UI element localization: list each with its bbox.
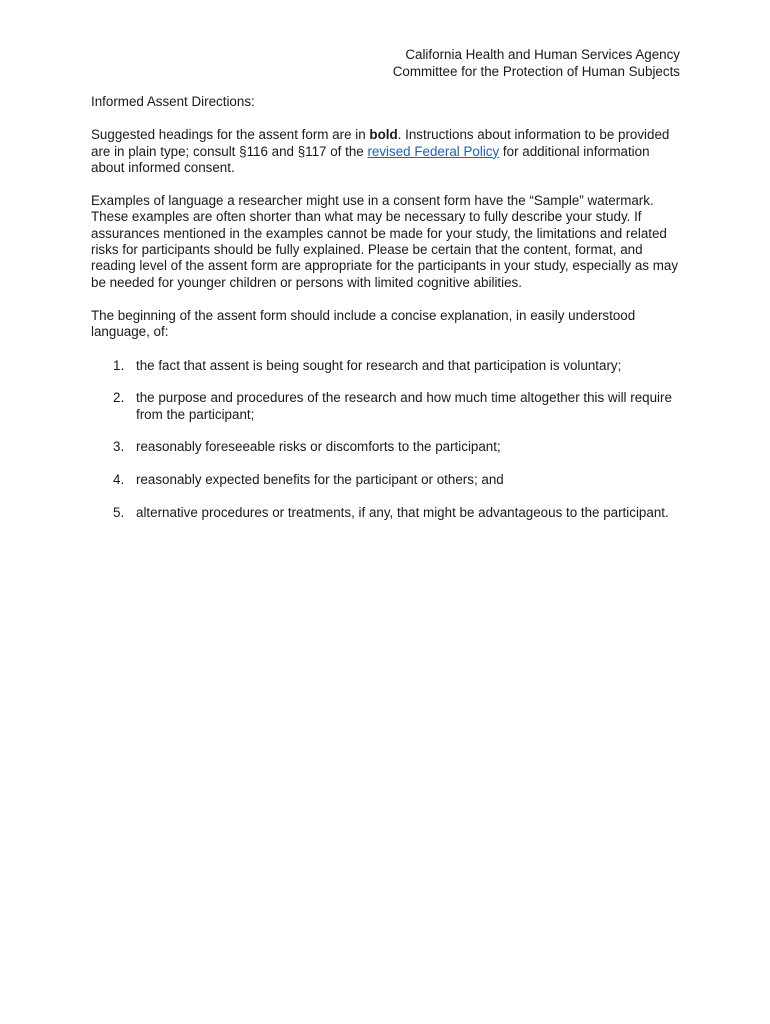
- beginning-paragraph: The beginning of the assent form should include a concise explanation, in easily understood language, of:: [91, 307, 636, 340]
- examples-paragraph: Examples of language a researcher might use in a consent form have the “Sample” watermark. These examples are often shorter than what may be necessary to fully describe your study. If assurances mentioned in the examples cannot be made for your study, the limitations and related risks for participants should be fully explained. Please be certain that the content, format, and reading level of the assent form are appropriate for the participants in your study, especially as may be needed for younger children or persons with limited cognitive abilities.: [91, 193, 679, 290]
- list-item: [91, 439, 681, 455]
- requirements-list: [91, 358, 681, 522]
- committee-name: Committee for the Protection of Human Subjects: [392, 64, 680, 79]
- bold-word: bold: [369, 127, 398, 143]
- list-number: 2.: [113, 390, 125, 406]
- list-item: [91, 358, 681, 374]
- agency-name: California Health and Human Services Agency: [405, 47, 680, 62]
- list-item: [91, 505, 681, 521]
- list-item: [91, 390, 681, 423]
- list-item: [91, 472, 681, 488]
- list-text: alternative procedures or treatments, if any, that might be advantageous to the participant.: [136, 505, 669, 521]
- list-number: 4.: [113, 472, 125, 488]
- list-text: reasonably expected benefits for the participant or others; and: [136, 472, 504, 488]
- federal-policy-link[interactable]: revised Federal Policy: [367, 143, 500, 159]
- list-text: the fact that assent is being sought for research and that participation is voluntary;: [136, 357, 622, 373]
- page-title: Informed Assent Directions:: [91, 94, 255, 109]
- list-number: 3.: [113, 439, 125, 455]
- intro-paragraph: [91, 127, 681, 176]
- intro-text-2: . Instructions about information to be provided are in plain type; consult §116 and §117 of the: [91, 127, 670, 159]
- document-body: [91, 94, 681, 538]
- intro-text-1: Suggested headings for the assent form are in: [91, 127, 370, 143]
- list-text: the purpose and procedures of the research and how much time altogether this will require from the participant;: [136, 390, 672, 422]
- list-text: reasonably foreseeable risks or discomforts to the participant;: [136, 439, 501, 455]
- intro-text-3: for additional information about informed consent.: [91, 143, 650, 175]
- list-number: 5.: [113, 505, 125, 521]
- list-number: 1.: [113, 357, 125, 373]
- agency-header: [393, 46, 680, 80]
